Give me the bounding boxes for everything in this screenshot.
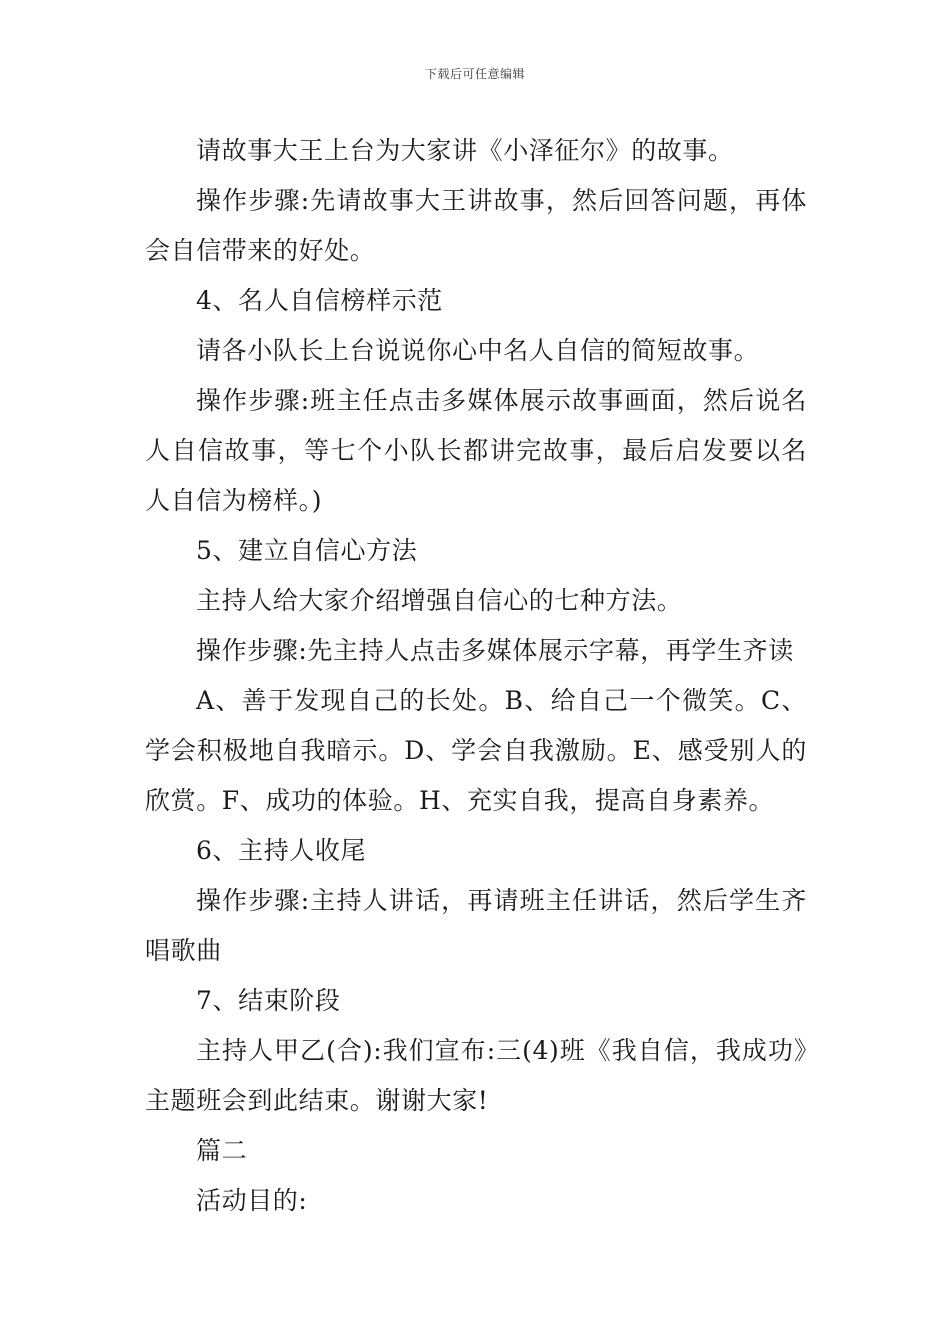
paragraph-team-leaders: 请各小队长上台说说你心中名人自信的简短故事。	[196, 336, 760, 365]
paragraph-steps-story: 操作步骤:先请故事大王讲故事，然后回答问题，再体会自信带来的好处。	[145, 186, 807, 265]
section-heading-5: 5、建立自信心方法	[196, 536, 418, 565]
section-heading-6: 6、主持人收尾	[196, 836, 367, 865]
paragraph-story-king: 请故事大王上台为大家讲《小泽征尔》的故事。	[196, 136, 734, 165]
part-heading-two: 篇二	[196, 1136, 248, 1165]
paragraph-activity-purpose: 活动目的:	[196, 1186, 308, 1215]
page-header: 下载后可任意编辑	[424, 67, 525, 81]
paragraph-seven-methods: 主持人给大家介绍增强自信心的七种方法。	[196, 586, 683, 615]
paragraph-steps-teacher: 操作步骤:班主任点击多媒体展示故事画面，然后说名人自信故事，等七个小队长都讲完故事，最后启发要以名人自信为榜样。)	[145, 386, 807, 515]
paragraph-method-list: A、善于发现自己的长处。B、给自己一个微笑。C、学会积极地自我暗示。D、学会自我激励。E、感受别人的欣赏。F、成功的体验。H、充实自我，提高自身素养。	[145, 686, 807, 815]
document-body	[145, 126, 807, 1226]
paragraph-steps-subtitles: 操作步骤:先主持人点击多媒体展示字幕，再学生齐读	[196, 636, 794, 665]
section-heading-7: 7、结束阶段	[196, 986, 341, 1015]
section-heading-4: 4、名人自信榜样示范	[196, 286, 443, 315]
paragraph-announcement: 主持人甲乙(合):我们宣布:三(4)班《我自信，我成功》主题班会到此结束。谢谢大家!	[145, 1036, 807, 1115]
paragraph-steps-closing: 操作步骤:主持人讲话，再请班主任讲话，然后学生齐唱歌曲	[145, 886, 807, 965]
